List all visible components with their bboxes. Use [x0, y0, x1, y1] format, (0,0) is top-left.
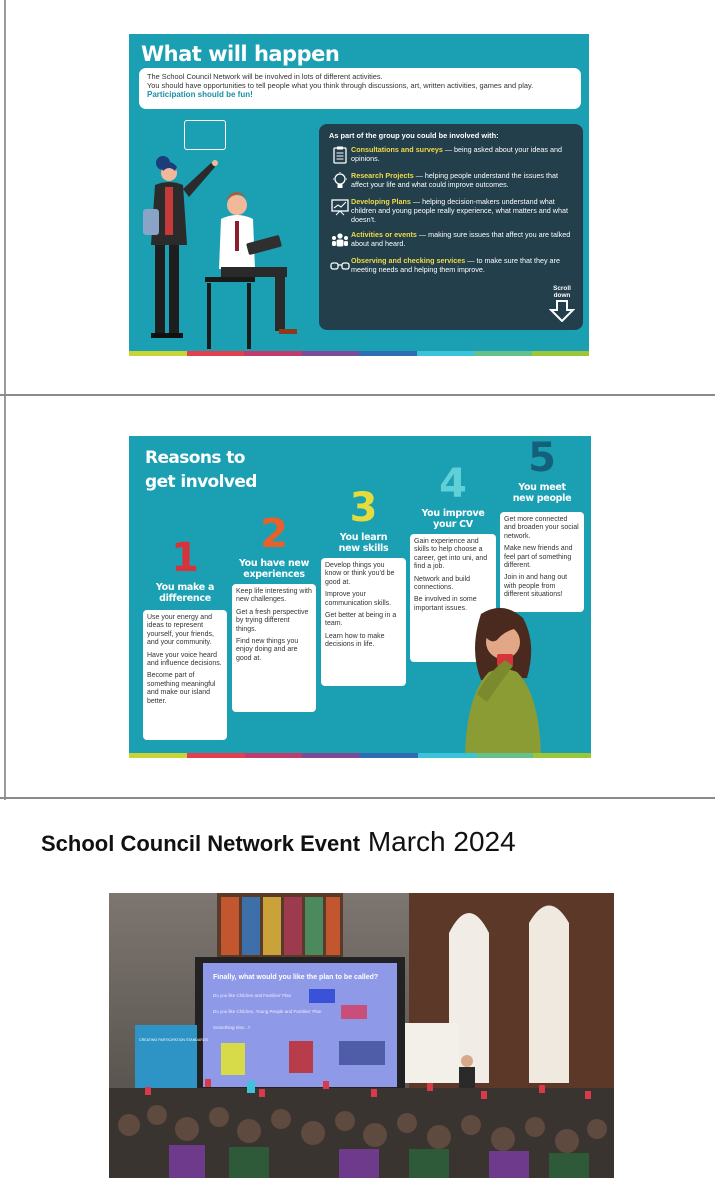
reason-text: Become part of something meaningful and make our island better.: [147, 672, 216, 705]
reason-text: Improve your communication skills.: [325, 591, 392, 607]
reason-heading-line: experiences: [243, 569, 305, 580]
color-strip: [129, 351, 589, 356]
reason-text: Find new things you enjoy doing and are good at.: [236, 638, 299, 662]
reason-text: Make new friends and feel part of something different.: [504, 545, 573, 570]
screen-option: Something else...?: [213, 1025, 251, 1030]
reason-column: [500, 436, 584, 599]
reason-heading-line: You have new: [238, 558, 310, 569]
reason-column: [143, 535, 227, 705]
scroll-down-hint: [549, 285, 575, 325]
reason-number: 3: [349, 485, 378, 531]
banner-text: CREATING PARTICIPATION STANDARDS: [139, 1038, 208, 1042]
screen-option-swatch: [309, 989, 335, 1003]
reason-card: [321, 558, 406, 686]
event-photo: [109, 893, 614, 1178]
activities-panel: [319, 124, 583, 330]
reason-text: Have your voice heard and influence decisions.: [147, 651, 222, 668]
reason-column: [232, 511, 316, 662]
reason-card: [143, 610, 227, 740]
page-divider: [0, 797, 715, 799]
intro-emphasis: Participation should be fun!: [147, 90, 253, 100]
reason-number: 1: [171, 535, 199, 581]
reason-text: Join in and hang out with people from different situations!: [504, 574, 568, 599]
people-group-icon: [329, 230, 351, 250]
reason-heading-line: You make a: [155, 582, 215, 593]
activity-key: Research Projects: [351, 171, 414, 180]
slide-title: What will happen: [141, 42, 340, 66]
activity-item: [329, 197, 573, 224]
reason-card: [500, 512, 584, 612]
arrow-down-icon: [549, 300, 575, 322]
activity-item: [329, 145, 573, 165]
event-title: [41, 825, 561, 860]
screen-booklet: [221, 1043, 245, 1075]
slide-reasons-to-get-involved: [129, 436, 591, 758]
people-illustration: [129, 149, 319, 354]
reason-number: 2: [260, 511, 288, 557]
screen-booklet: [339, 1041, 385, 1065]
slide-title: [145, 446, 257, 494]
reason-number: 4: [439, 461, 467, 507]
activity-item: [329, 230, 573, 250]
title-line: get involved: [145, 472, 257, 492]
intro-line: The School Council Network will be involved in lots of different activities.: [147, 72, 383, 81]
screen-question: Finally, what would you like the plan to be called?: [213, 974, 379, 981]
activity-item: [329, 256, 573, 276]
reason-text: Get more connected and broaden your social network.: [504, 516, 579, 540]
reason-heading: [232, 558, 316, 580]
activity-key: Observing and checking services: [351, 256, 466, 265]
reason-text: Get better at being in a team.: [325, 612, 397, 628]
reason-text: Learn how to make decisions in life.: [325, 632, 385, 649]
reason-heading-line: difference: [159, 593, 211, 604]
reason-heading-line: your CV: [433, 519, 473, 530]
woman-drinking-illustration: [447, 604, 557, 754]
reason-text: Use your energy and ideas to represent yourself, your friends, and your community.: [147, 614, 214, 647]
activity-text: — making sure issues that affect you are talked about and heard.: [351, 230, 571, 248]
reason-text: Keep life interesting with new challenges.: [236, 588, 312, 604]
activity-key: Activities or events: [351, 230, 417, 239]
reason-heading: [321, 532, 406, 554]
screen-option: Do you like Children, Young People and Families' Plan: [213, 1009, 322, 1014]
reason-heading: [500, 482, 584, 504]
panel-heading: As part of the group you could be involved with:: [329, 131, 499, 140]
screen-booklet: [289, 1041, 313, 1073]
page-left-border: [4, 0, 6, 800]
scroll-label: Scroll: [553, 284, 571, 292]
reason-text: Develop things you know or think you'd be good at.: [325, 562, 395, 586]
activity-text: — to make sure that they are meeting needs and helping them improve.: [351, 256, 560, 274]
title-line: Reasons to: [145, 448, 245, 468]
reason-heading-line: new people: [512, 493, 572, 504]
activity-text: — helping decision-makers understand what children and young people really experience, what matters and what doesn't.: [351, 197, 568, 224]
intro-box: [139, 68, 581, 109]
reason-text: Network and build connections.: [414, 575, 471, 592]
reason-heading-line: You meet: [518, 482, 566, 493]
screen-option: Do you like Children and Families' Plan: [213, 993, 292, 998]
screen-option-swatch: [341, 1005, 367, 1019]
reason-heading: [410, 508, 496, 530]
clipboard-icon: [329, 145, 351, 165]
scroll-label: down: [553, 292, 571, 299]
reason-heading-line: You learn: [339, 532, 388, 543]
glasses-icon: [329, 256, 351, 276]
intro-line: You should have opportunities to tell people what you think through discussions, art, written activities, games and play.: [147, 81, 534, 91]
presentation-board-icon: [329, 197, 351, 217]
activity-key: Developing Plans: [351, 197, 411, 206]
activity-key: Consultations and surveys: [351, 145, 443, 154]
event-title-date: March 2024: [360, 826, 516, 857]
activity-text: — helping people understand the issues that affect your life and what could improve outcomes.: [351, 171, 558, 189]
reason-column: [321, 485, 406, 649]
event-photo-scene: [109, 893, 614, 1178]
activity-text: — being asked about your ideas and opinions.: [351, 145, 562, 163]
speech-bubble-illustration: [184, 120, 226, 150]
reason-text: Gain experience and skills to help choose a career, get into uni, and find a job.: [414, 538, 488, 571]
reason-card: [232, 584, 316, 712]
lightbulb-icon: [329, 171, 351, 191]
page-divider: [0, 394, 715, 396]
reason-number: 5: [528, 436, 556, 481]
reason-text: Get a fresh perspective by trying different things.: [236, 608, 309, 633]
reason-heading-line: You improve: [421, 508, 485, 519]
reason-heading-line: new skills: [338, 543, 389, 554]
reason-column: [410, 461, 496, 612]
color-strip: [129, 753, 591, 758]
reason-heading: [143, 582, 227, 604]
slide-what-will-happen: [129, 34, 589, 356]
event-title-bold: School Council Network Event: [41, 831, 361, 856]
activity-item: [329, 171, 573, 191]
reason-text: Be involved in some important issues.: [414, 596, 477, 612]
